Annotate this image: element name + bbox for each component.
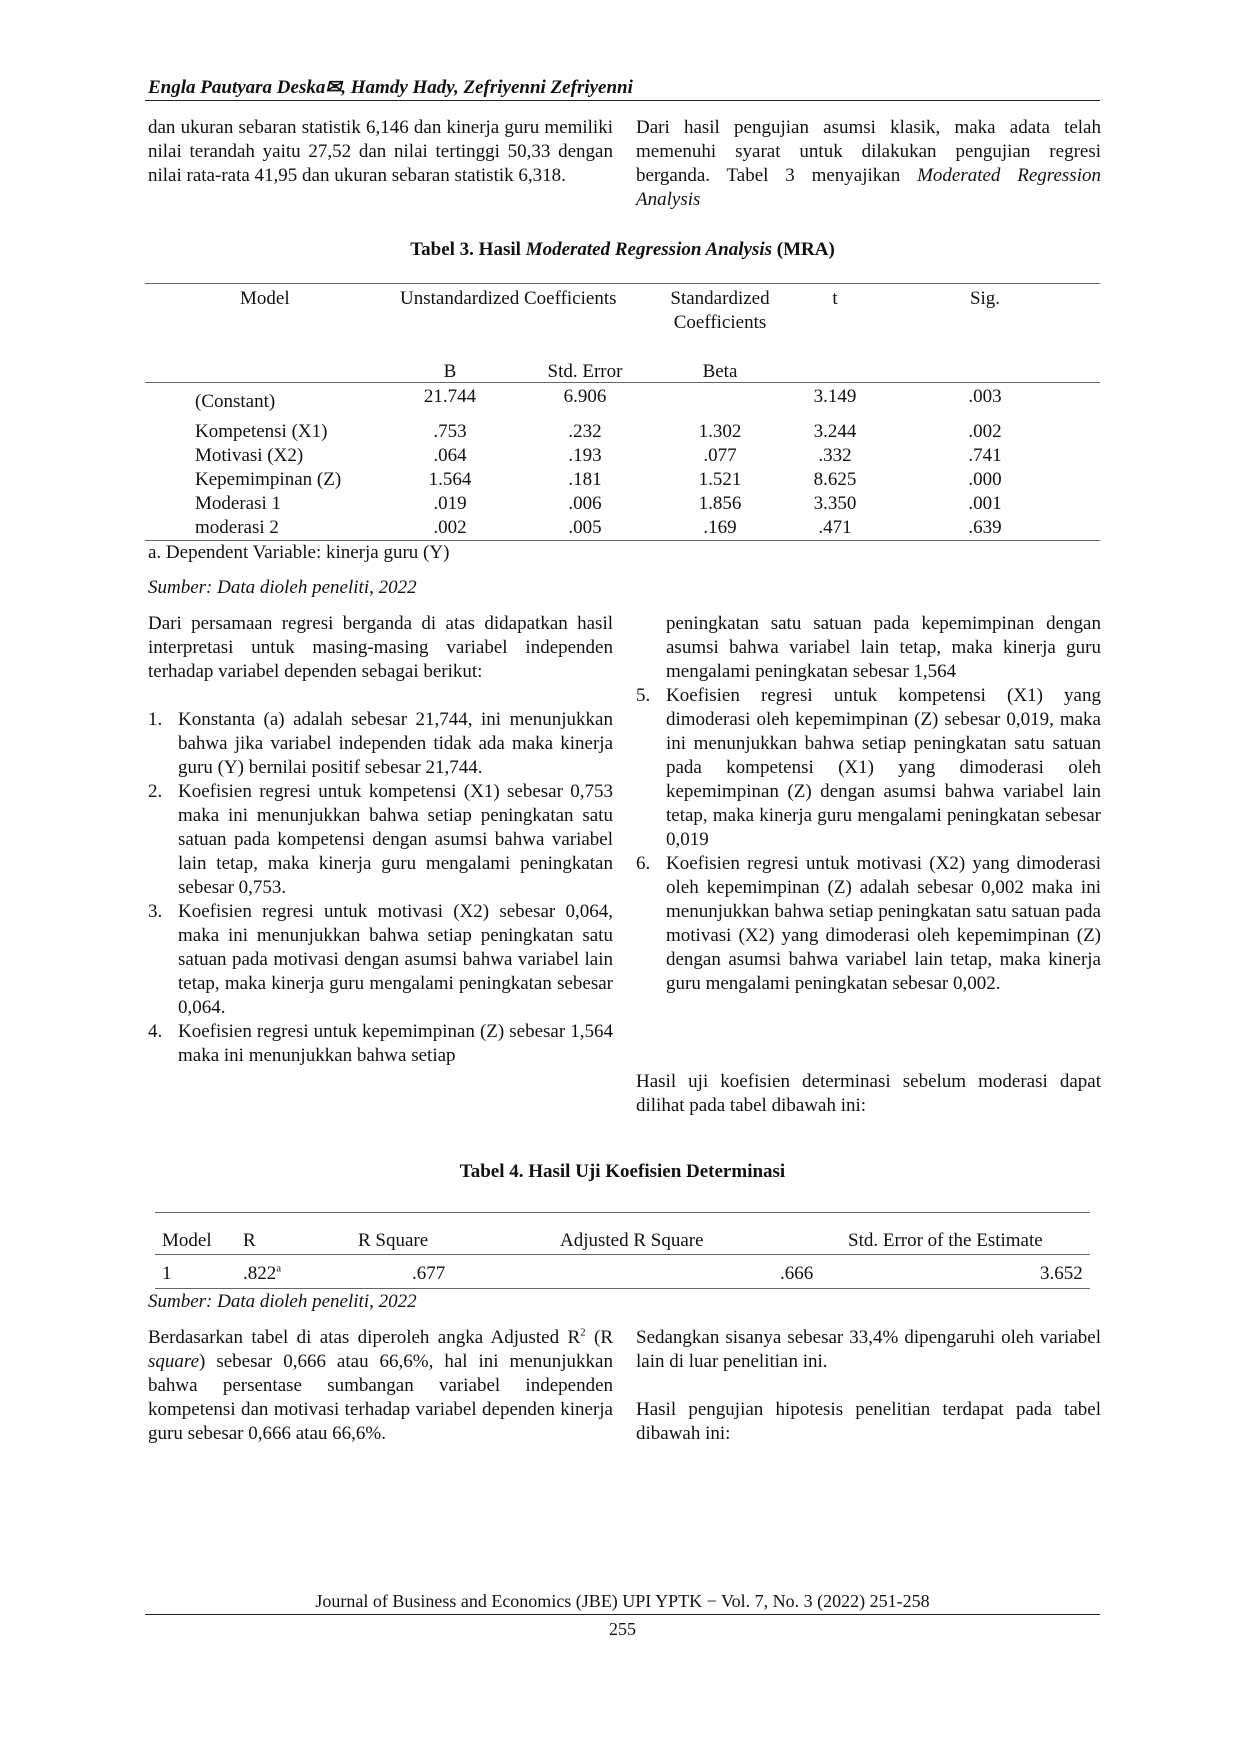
- table3-cell-t: .332: [818, 445, 852, 466]
- bottom-left-sup: 2: [580, 1326, 586, 1339]
- table3-source: Sumber: Data dioleh peneliti, 2022: [148, 577, 417, 598]
- table4-top-rule: [155, 1212, 1090, 1213]
- table3-header-beta: Beta: [702, 361, 738, 382]
- table3-cell-se: 6.906: [563, 386, 607, 407]
- table3-header-t: t: [832, 288, 838, 309]
- table3-cell-b: .019: [433, 493, 467, 514]
- table3-cell-b: 21.744: [423, 386, 477, 407]
- table3-cell-se: .181: [568, 469, 602, 490]
- paragraph-top-right-italic: Moderated Regression Analysis: [636, 165, 1101, 210]
- table4-cell-rsq: .677: [412, 1263, 446, 1284]
- table3-cell-t: 3.350: [813, 493, 857, 514]
- footer-rule: [145, 1614, 1100, 1615]
- list-item-text: Koefisien regresi untuk kompetensi (X1) sebesar 0,753 maka ini menunjukkan bahwa setiap peningkatan satu satuan pada kompetensi dengan asumsi bahwa variabel lain tetap, maka kinerja guru mengalami peningkatan sebesar 0,753.: [178, 781, 613, 898]
- list-item: [636, 684, 1101, 852]
- table3-cell-sig: .639: [968, 517, 1002, 538]
- table3-caption-suffix: (MRA): [772, 239, 835, 260]
- bottom-right-1: Sedangkan sisanya sebesar 33,4% dipengaruhi oleh variabel lain di luar penelitian ini.: [636, 1327, 1101, 1372]
- table3-cell-sig: .003: [968, 386, 1002, 407]
- paragraph-bottom-left: [148, 1326, 613, 1446]
- table4-cell-r: [243, 1262, 281, 1286]
- footer-journal: Journal of Business and Economics (JBE) UPI YPTK − Vol. 7, No. 3 (2022) 251-258: [315, 1591, 930, 1611]
- table3-header-se: Std. Error: [547, 361, 623, 382]
- list-item-text: Koefisien regresi untuk motivasi (X2) sebesar 0,064, maka ini menunjukkan bahwa setiap peningkatan satu satuan pada motivasi dengan asumsi bahwa variabel lain tetap, maka kinerja guru mengalami peningkatan sebesar 0,064.: [178, 901, 613, 1018]
- page-number: 255: [609, 1619, 636, 1639]
- table3-cell-b: .002: [433, 517, 467, 538]
- table3-cell-beta: .077: [703, 445, 737, 466]
- list-item: [148, 1020, 613, 1068]
- list-right: [636, 684, 1101, 996]
- table3-cell-b: 1.564: [428, 469, 472, 490]
- paragraph-bottom-right: [636, 1326, 1101, 1446]
- table3-cell-b: .753: [433, 421, 467, 442]
- table3-cell-sig: .002: [968, 421, 1002, 442]
- table3-cell-se: .005: [568, 517, 602, 538]
- list-left: [148, 708, 613, 1068]
- left-column-body: [148, 612, 613, 1068]
- right-column-body: [636, 612, 1101, 996]
- table3-cell-b: .064: [433, 445, 467, 466]
- paragraph-top-right: [636, 116, 1101, 212]
- table3-header-model: Model: [240, 288, 290, 309]
- list-item: [148, 900, 613, 1020]
- list-item-text: Koefisien regresi untuk motivasi (X2) yang dimoderasi oleh kepemimpinan (Z) adalah sebesar 0,002 maka ini menunjukkan bahwa setiap peningkatan satu satuan pada motivasi (X2) yang dimoderasi oleh kepemimpinan (Z) dengan asumsi bahwa variabel lain tetap, maka kinerja guru mengalami peningkatan sebesar 0,002.: [666, 853, 1101, 994]
- table3-cell-beta: 1.856: [698, 493, 742, 514]
- left-intro: Dari persamaan regresi berganda di atas didapatkan hasil interpretasi untuk masing-masing variabel independen terhadap variabel dependen sebagai berikut:: [148, 613, 613, 682]
- table3-cell-sig: .001: [968, 493, 1002, 514]
- table3-caption: [145, 238, 1100, 262]
- table3-cell-beta: .169: [703, 517, 737, 538]
- table3-cell-model: (Constant): [195, 391, 276, 412]
- list-item-text: Koefisien regresi untuk kompetensi (X1) yang dimoderasi oleh kepemimpinan (Z) sebesar 0,019, maka ini menunjukkan bahwa setiap peningkatan satu satuan pada kompetensi (X1) yang dimoderasi oleh kepemimpinan (Z) dengan asumsi bahwa variabel lain tetap, maka kinerja guru mengalami peningkatan sebesar 0,019: [666, 685, 1101, 850]
- table4-header-r: R: [243, 1230, 256, 1251]
- table3-cell-sig: .000: [968, 469, 1002, 490]
- table4-cell-r-sup: a: [276, 1262, 282, 1275]
- table4-source: Sumber: Data dioleh peneliti, 2022: [148, 1291, 417, 1312]
- bottom-left-text-a: Berdasarkan tabel di atas diperoleh angka Adjusted R: [148, 1327, 581, 1348]
- table4-cell-adj: .666: [780, 1263, 814, 1284]
- table3-cell-model: moderasi 2: [195, 517, 279, 538]
- table3-cell-t: 3.149: [813, 386, 857, 407]
- list-item-number: 2.: [148, 781, 163, 802]
- table3-header-std1: Standardized: [670, 288, 770, 309]
- table3-cell-model: Motivasi (X2): [195, 445, 304, 466]
- list-item-number: 5.: [636, 685, 651, 706]
- running-head: Engla Pautyara Deska✉, Hamdy Hady, Zefriyenni Zefriyenni: [148, 77, 633, 98]
- list-item-text: Konstanta (a) adalah sebesar 21,744, ini menunjukkan bahwa jika variabel independen tidak ada maka kinerja guru (Y) bernilai positif sebesar 21,744.: [178, 709, 613, 778]
- table3-cell-se: .006: [568, 493, 602, 514]
- list-item-number: 4.: [148, 1021, 163, 1042]
- table3-note: a. Dependent Variable: kinerja guru (Y): [148, 542, 450, 563]
- table3-header-sig: Sig.: [969, 288, 1001, 309]
- table3-caption-prefix: Tabel 3. Hasil: [410, 239, 526, 260]
- table4-cell-r-value: .822: [243, 1263, 277, 1284]
- table4-bottom-rule: [155, 1288, 1090, 1289]
- table4-cell-model: 1: [162, 1263, 172, 1284]
- bottom-left-text-c: ) sebesar 0,666 atau 66,6%, hal ini menunjukkan bahwa persentase sumbangan variabel independen kompetensi dan motivasi terhadap variabel dependen kinerja guru sebesar 0,666 atau 66,6%.: [148, 1351, 613, 1444]
- table3-cell-t: 3.244: [813, 421, 857, 442]
- table3-cell-se: .193: [568, 445, 602, 466]
- table4-header-see: Std. Error of the Estimate: [848, 1230, 1043, 1251]
- table4-header-adj: Adjusted R Square: [560, 1230, 704, 1251]
- list-item-text: Koefisien regresi untuk kepemimpinan (Z) sebesar 1,564 maka ini menunjukkan bahwa setiap: [178, 1021, 613, 1066]
- table3-cell-beta: 1.302: [698, 421, 742, 442]
- right-after-paragraph: Hasil uji koefisien determinasi sebelum moderasi dapat dilihat pada tabel dibawah ini:: [636, 1071, 1101, 1116]
- table3-cell-beta: 1.521: [698, 469, 742, 490]
- table3-header-std2: Coefficients: [673, 312, 767, 333]
- table3-caption-italic: Moderated Regression Analysis: [525, 239, 772, 260]
- table4-caption: Tabel 4. Hasil Uji Koefisien Determinasi: [459, 1161, 786, 1182]
- list-item-number: 3.: [148, 901, 163, 922]
- table3-cell-model: Moderasi 1: [195, 493, 282, 514]
- list-item: [148, 780, 613, 900]
- paragraph-top-left: dan ukuran sebaran statistik 6,146 dan kinerja guru memiliki nilai terandah yaitu 27,52 dan nilai tertinggi 50,33 dengan nilai rata-rata 41,95 dan ukuran sebaran statistik 6,318.: [148, 117, 613, 186]
- table4-header-rule: [155, 1254, 1090, 1255]
- table3-cell-se: .232: [568, 421, 602, 442]
- table3-header-unstd: Unstandardized Coefficients: [400, 288, 617, 309]
- table3-cell-model: Kompetensi (X1): [195, 421, 328, 442]
- list-item: [636, 852, 1101, 996]
- table3-cell-model: Kepemimpinan (Z): [195, 469, 342, 490]
- table3-header-b: B: [443, 361, 457, 382]
- list-item-number: 1.: [148, 709, 163, 730]
- table3-cell-t: 8.625: [813, 469, 857, 490]
- header-rule: [145, 100, 1100, 101]
- table4-header-model: Model: [162, 1230, 212, 1251]
- table4-header-rsq: R Square: [358, 1230, 429, 1251]
- list-item: [148, 708, 613, 780]
- table3-top-rule: [145, 283, 1100, 284]
- table3-cell-sig: .741: [968, 445, 1002, 466]
- bottom-left-text-b: (R: [594, 1327, 614, 1348]
- paragraph-top-right-text: Dari hasil pengujian asumsi klasik, maka adata telah memenuhi syarat untuk dilakukan pengujian regresi berganda. Tabel 3 menyajikan: [636, 117, 1101, 186]
- table3-cell-t: .471: [818, 517, 852, 538]
- list-item-number: 6.: [636, 853, 651, 874]
- bottom-right-2: Hasil pengujian hipotesis penelitian terdapat pada tabel dibawah ini:: [636, 1399, 1101, 1444]
- bottom-left-italic: square: [148, 1351, 200, 1372]
- table3-header-rule: [145, 382, 1100, 383]
- table4-cell-see: 3.652: [1040, 1263, 1083, 1284]
- right-continuation: peningkatan satu satuan pada kepemimpinan dengan asumsi bahwa variabel lain tetap, maka kinerja guru mengalami peningkatan sebesar 1,564: [666, 613, 1101, 682]
